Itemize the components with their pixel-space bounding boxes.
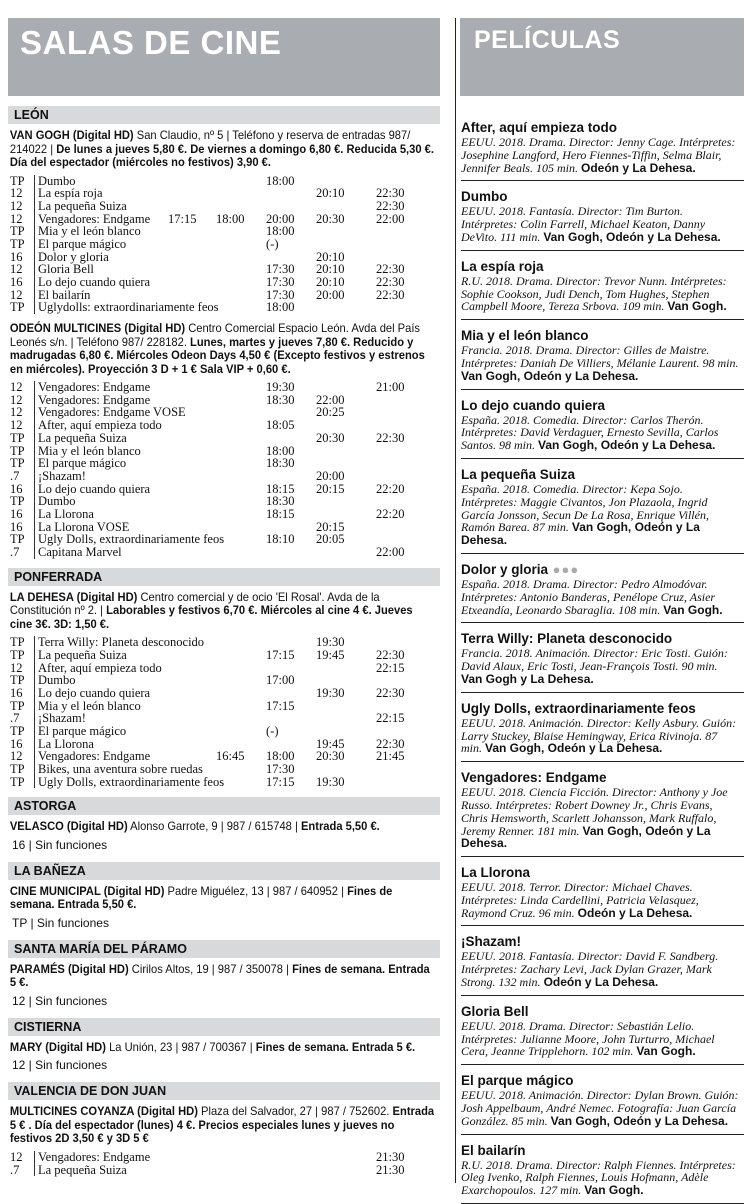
showtime-row (8, 419, 440, 432)
film-title: After, aquí empieza todo (34, 662, 162, 675)
cinema-prices: Laborables y festivos 6,70 €. Miércoles al cine 4 €. Jueves cine 3€. 3D: 1,50 €. (9, 603, 413, 631)
rating: 16 (10, 685, 23, 700)
cinema-name: MULTICINES COYANZA (Digital HD) (9, 1104, 198, 1119)
cinemas-column (8, 18, 440, 1179)
showtime-row (8, 200, 440, 213)
showtime: 17:00 (266, 673, 295, 688)
rating: TP (10, 762, 25, 777)
showtime: 19:30 (266, 380, 295, 395)
movie-details: R.U. 2018. Drama. Director: Ralph Fiennes. Intérpretes: Oleg Ivenko, Ralph Fiennes, Louis Hofmann, Adèle Exarchopoulos. 127 min. (461, 1157, 736, 1198)
movie-details: EEUU. 2018. Fantasía. Director: David F. Sandberg. Intérpretes: Zachary Levi, Jack Dylan Grazer, Mark Strong. 132 min. (461, 949, 719, 990)
film-title: La Llorona VOSE (34, 521, 129, 534)
showtime: 22:30 (376, 262, 405, 277)
rating: .7 (10, 468, 20, 483)
movie-entry (461, 996, 744, 1065)
cinema-info (8, 124, 438, 173)
showtime: 18:00 (216, 211, 245, 226)
showtime: 20:00 (316, 468, 345, 483)
showtime-row (8, 636, 440, 649)
movie-details: EEUU. 2018. Terror. Director: Michael Chaves. Intérpretes: Linda Cardellini, Patricia Velasquez, Raymond Cruz. 96 min. (461, 880, 699, 920)
no-screenings: 16 | Sin funciones (12, 837, 108, 852)
movie-title: El bailarín (461, 1142, 526, 1158)
rating: TP (10, 173, 25, 188)
movie-description (461, 950, 744, 988)
film-title: La pequeña Suiza (34, 432, 127, 445)
movie-cinemas: Van Gogh, Odeón y La Dehesa. (461, 368, 639, 383)
showtime: 18:00 (266, 300, 295, 315)
film-title: Dumbo (34, 175, 76, 188)
rating: TP (10, 236, 25, 251)
cinema-info (8, 958, 438, 993)
rating: 16 (10, 249, 23, 264)
rating: TP (10, 443, 25, 458)
movie-description (461, 344, 744, 382)
rating: 16 (10, 736, 23, 751)
rating: TP (10, 647, 25, 662)
movie-title: Ugly Dolls, extraordinariamente feos (461, 700, 696, 716)
cinema-prices: Fines de semana. Entrada 5 €. (255, 1039, 416, 1054)
film-title: Dumbo (34, 495, 76, 508)
cinema-address: La Unión, 23 | 987 / 700367 | (105, 1039, 256, 1054)
rating: 12 (10, 660, 23, 675)
cinema-info (8, 317, 438, 379)
movie-title: Dumbo (461, 189, 508, 205)
showtime: 17:15 (266, 698, 295, 713)
film-title: After, aquí empieza todo (34, 419, 162, 432)
showtime: 22:30 (376, 647, 405, 662)
rating: 12 (10, 198, 23, 213)
movie-description (461, 786, 744, 850)
showtime: 20:30 (316, 211, 345, 226)
showtime: 22:30 (376, 430, 405, 445)
section-header: ASTORGA (8, 797, 440, 815)
showtimes (8, 634, 440, 791)
rating: 16 (10, 481, 23, 496)
film-title: Uglydolls: extraordinariamente feos (34, 301, 219, 314)
rating: TP (10, 724, 25, 738)
showtime: 17:15 (266, 647, 295, 662)
movie-description (461, 881, 744, 919)
showtime: 21:30 (376, 1162, 405, 1177)
showtime: 19:45 (316, 736, 345, 751)
showtime: (-) (266, 724, 279, 738)
film-title: Bikes, una aventura sobre ruedas (34, 763, 203, 776)
showtime: 17:15 (168, 211, 197, 226)
movie-details: EEUU. 2018. Animación. Director: Dylan Brown. Guión: Josh Appelbaum, André Nemec. Fotografía: Juan García González. 85 min. (461, 1088, 739, 1128)
cinema-prices: Fines de semana. Entrada 5,50 €. (9, 883, 393, 912)
cinema-address: Plaza del Salvador, 27 | 987 / 752602. (197, 1104, 393, 1119)
showtime: 18:15 (266, 481, 295, 496)
cinema-name: VAN GOGH (Digital HD) (9, 128, 134, 142)
movie-cinemas: Van Gogh, Odeón y La Dehesa. (550, 1113, 729, 1128)
rating: TP (10, 635, 25, 650)
film-title: Ugly Dolls, extraordinariamente feos (34, 776, 224, 789)
movie-title: La espía roja (461, 258, 544, 274)
showtime-row (8, 725, 440, 738)
rating: 12 (10, 405, 23, 420)
film-title: El parque mágico (34, 457, 126, 470)
rating: TP (10, 224, 25, 239)
film-title: Mia y el león blanco (34, 225, 141, 238)
showtime: 22:20 (376, 481, 405, 496)
rating-dots: ●●● (548, 561, 580, 577)
film-title: ¡Shazam! (34, 712, 86, 725)
showtime: 22:00 (316, 392, 345, 407)
movies-column (455, 18, 744, 1198)
movie-entry (461, 1065, 744, 1134)
rating: 12 (10, 262, 23, 277)
showtime-row (8, 381, 440, 394)
movie-entry (461, 762, 744, 857)
no-screenings: 12 | Sin funciones (12, 993, 108, 1008)
cinema-name: PARAMÉS (Digital HD) (9, 961, 129, 976)
cinema-name: VELASCO (Digital HD) (9, 819, 128, 834)
showtime: 18:00 (266, 224, 295, 239)
showtime: 21:00 (376, 380, 405, 395)
film-title: Vengadores: Endgame VOSE (34, 406, 186, 419)
film-title: La Llorona (34, 738, 94, 751)
cinema-info (8, 1100, 438, 1149)
movie-cinemas: Odeón y La Dehesa. (580, 160, 696, 175)
film-title: Vengadores: Endgame (34, 394, 150, 407)
cinema-address: Alonso Garrote, 9 | 987 / 615748 | (127, 819, 301, 834)
cinema-name: LA DEHESA (Digital HD) (9, 589, 138, 604)
showtime: 17:30 (266, 275, 295, 289)
rating: TP (10, 532, 25, 547)
movie-cinemas: Van Gogh, Odeón y La Dehesa. (485, 741, 663, 756)
rating: .7 (10, 545, 20, 559)
film-title: Ugly Dolls, extraordinariamente feos (34, 533, 224, 546)
no-screenings: TP | Sin funciones (12, 915, 109, 930)
movie-title: Terra Willy: Planeta desconocido (461, 631, 673, 647)
showtime-row (8, 763, 440, 776)
showtime: 18:30 (266, 456, 295, 471)
cinema-address: Cirilos Altos, 19 | 987 / 350078 | (128, 961, 293, 976)
cinema-prices: Fines de semana. Entrada 5 €. (9, 961, 430, 990)
showtime: 22:30 (376, 198, 405, 213)
section-header: LEÓN (8, 106, 440, 124)
showtime: 22:20 (376, 506, 405, 521)
showtime: 19:30 (316, 635, 345, 650)
movie-title: La Llorona (461, 865, 531, 881)
rating: TP (10, 300, 25, 315)
movie-description (461, 717, 744, 755)
showtime-row (8, 1164, 440, 1177)
movie-details: España. 2018. Comedia. Director: Carlos Therón. Intérpretes: David Verdaguer, Ernesto Sevilla, Carlos Santos. 98 min. (461, 412, 719, 453)
showtime: 22:30 (376, 685, 405, 700)
movie-cinemas: Van Gogh, Odeón y La Dehesa. (461, 823, 711, 851)
showtime: (-) (266, 236, 279, 251)
showtime: 18:00 (266, 443, 295, 458)
cinema-name: MARY (Digital HD) (9, 1039, 106, 1054)
rating: TP (10, 494, 25, 509)
showtime-row (8, 457, 440, 470)
movie-entry (461, 1135, 744, 1204)
movie-details: Francia. 2018. Drama. Director: Gilles de Maistre. Intérpretes: Daniah De Villiers, Mélanie Laurent. 98 min. (461, 343, 739, 370)
cinema-prices: Entrada 5 € . Día del espectador (lunes) 4 €. Precios especiales lunes y jueves no festivos 2D 3,50 € y 3D 5 € (9, 1104, 435, 1146)
movie-title: El parque mágico (461, 1073, 574, 1089)
showtime: 18:10 (266, 532, 295, 547)
movie-details: España. 2018. Comedia. Director: Kepa Sojo. Intérpretes: Maggie Civantos, Jon Plazaola, Ingrid García Jonsson, Secun De La Rosa, Enrique Villén, Ramón Barea. 87 min. (461, 481, 709, 535)
cinema-address: Centro comercial y de ocio 'El Rosal'. Avda de la Constitución nº 2. | (9, 589, 380, 618)
movie-details: EEUU. 2018. Drama. Director: Jenny Cage. Intérpretes: Josephine Langford, Hero Fiennes-Tiffin, Selma Blair, Jennifer Beals. 105 min. (461, 135, 736, 175)
movies-container (456, 112, 744, 1204)
showtime: 22:15 (376, 660, 405, 675)
movie-entry (461, 390, 744, 459)
showtime: 20:25 (316, 405, 345, 420)
no-screenings: 12 | Sin funciones (12, 1058, 108, 1073)
film-title: La espía roja (34, 187, 103, 200)
movie-details: España. 2018. Drama. Director: Pedro Almodóvar. Intérpretes: Antonio Banderas, Penélope Cruz, Asier Etxeandía, Leonardo Sbaraglia. 108 min. (461, 576, 716, 617)
showtime-row (8, 649, 440, 662)
rating: 12 (10, 749, 23, 764)
showtime: 18:15 (266, 506, 295, 521)
showtime: 20:10 (316, 249, 345, 264)
movie-entry (461, 181, 744, 250)
movie-entry (461, 926, 744, 995)
rating: 12 (10, 392, 23, 407)
movie-description (461, 483, 744, 547)
showtime: 20:05 (316, 532, 345, 547)
rating: .7 (10, 1162, 20, 1177)
movie-title: ¡Shazam! (461, 934, 522, 950)
movie-description (461, 414, 744, 452)
film-title: La Llorona (34, 508, 94, 521)
movie-description (461, 205, 744, 243)
rating: 16 (10, 275, 23, 289)
rating: TP (10, 456, 25, 471)
showtime: 20:00 (316, 287, 345, 302)
movie-description (461, 578, 744, 616)
movie-title: Dolor y gloria ●●● (461, 561, 580, 577)
section-header: LA BAÑEZA (8, 862, 440, 880)
section-header: VALENCIA DE DON JUAN (8, 1082, 440, 1100)
cinema-info (8, 1036, 438, 1058)
showtime-row (8, 301, 440, 314)
section-header: CISTIERNA (8, 1018, 440, 1036)
film-title: Capitana Marvel (34, 546, 122, 559)
movie-cinemas: Van Gogh, Odeón y La Dehesa. (538, 438, 716, 453)
film-title: Vengadores: Endgame (34, 1151, 150, 1164)
film-title: ¡Shazam! (34, 470, 86, 483)
movie-description (461, 275, 744, 313)
rating: 12 (10, 418, 23, 433)
showtime: 22:30 (376, 287, 405, 302)
showtime: 22:30 (376, 186, 405, 201)
movie-cinemas: Van Gogh. (667, 299, 727, 314)
movie-title: La pequeña Suiza (461, 466, 576, 482)
movie-cinemas: Odeón y La Dehesa. (577, 905, 693, 920)
showtime: 19:30 (316, 685, 345, 700)
showtime: 18:05 (266, 418, 295, 433)
showtime: 17:30 (266, 287, 295, 302)
showtime: 20:30 (316, 430, 345, 445)
showtime: 21:30 (376, 1149, 405, 1164)
cinema-prices: Entrada 5,50 €. (300, 819, 380, 834)
movie-cinemas: Van Gogh, Odeón y La Dehesa. (543, 229, 721, 244)
showtime: 18:30 (266, 392, 295, 407)
showtime: 17:30 (266, 262, 295, 277)
movie-cinemas: Van Gogh, Odeón y La Dehesa. (461, 520, 700, 548)
showtime-row (8, 687, 440, 700)
cinema-info (8, 815, 438, 837)
rating: 12 (10, 287, 23, 302)
movie-details: EEUU. 2018. Fantasía. Director: Tim Burton. Intérpretes: Colin Farrell, Michael Keaton, Danny DeVito. 111 min. (461, 204, 706, 244)
showtime: 19:30 (316, 774, 345, 789)
section-header: SANTA MARÍA DEL PÁRAMO (8, 940, 440, 958)
movie-cinemas: Odeón y La Dehesa. (543, 975, 659, 990)
film-title: Lo dejo cuando quiera (34, 483, 150, 496)
film-title: Dolor y gloria (34, 251, 109, 264)
movie-details: EEUU. 2018. Ciencia Ficción. Director: Anthony y Joe Russo. Intérpretes: Robert Downey Jr., Chris Evans, Chris Hemsworth, Scarlett Johansson, Mark Ruffalo, Jeremy Renner. 181 min. (461, 785, 728, 838)
showtime: 18:00 (266, 173, 295, 188)
movie-description (461, 647, 744, 685)
rating: 12 (10, 211, 23, 226)
showtime: 22:00 (376, 211, 405, 226)
showtime: 18:00 (266, 749, 295, 764)
film-title: La pequeña Suiza (34, 200, 127, 213)
showtime: 20:10 (316, 275, 345, 289)
film-title: Dumbo (34, 674, 76, 687)
movie-entry (461, 112, 744, 181)
movie-entry (461, 857, 744, 926)
cinema-address: San Claudio, nº 5 | Teléfono y reserva de entradas 987/ 214022 | (9, 128, 411, 156)
salas-header: SALAS DE CINE (8, 18, 440, 96)
showtime-row (8, 238, 440, 251)
film-title: Vengadores: Endgame (34, 750, 150, 763)
rating: 12 (10, 1149, 23, 1164)
movie-cinemas: Van Gogh. (584, 1183, 644, 1198)
showtime-row (8, 508, 440, 521)
rating: .7 (10, 711, 20, 726)
rating: TP (10, 673, 25, 688)
showtime-row (8, 432, 440, 445)
movie-description (461, 1089, 744, 1127)
showtime: 20:15 (316, 481, 345, 496)
film-title: Lo dejo cuando quiera (34, 687, 150, 700)
showtime: 17:15 (266, 774, 295, 789)
showtime-row (8, 187, 440, 200)
film-title: Terra Willy: Planeta desconocido (34, 636, 204, 649)
movie-title: After, aquí empieza todo (461, 120, 618, 135)
showtime: 20:10 (316, 262, 345, 277)
film-title: La pequeña Suiza (34, 1164, 127, 1177)
movie-entry (461, 623, 744, 692)
movie-title: Mia y el león blanco (461, 328, 589, 344)
movie-entry (461, 693, 744, 762)
movie-details: EEUU. 2018. Animación. Director: Kelly Asbury. Guión: Larry Stuckey, Blaise Hemingway, Erica Rivinoja. 87 min. (461, 715, 737, 756)
movie-cinemas: Van Gogh. (636, 1044, 696, 1059)
movie-details: R.U. 2018. Drama. Director: Trevor Nunn. Intérpretes: Sophie Cookson, Judi Dench, Tom Hughes, Stephen Campbell Moore, Tereza Srbova. 109 min. (461, 273, 727, 314)
film-title: El bailarín (34, 289, 90, 302)
rating: 16 (10, 519, 23, 534)
showtime-row (8, 776, 440, 789)
peliculas-header: PELÍCULAS (460, 18, 744, 96)
showtime: 22:30 (376, 275, 405, 289)
showtime: 20:00 (266, 211, 295, 226)
showtime-row (8, 470, 440, 483)
movie-description (461, 136, 744, 174)
showtime: 21:45 (376, 749, 405, 764)
showtime: 20:15 (316, 519, 345, 534)
movie-description (461, 1020, 744, 1058)
film-title: La pequeña Suiza (34, 649, 127, 662)
film-title: Gloria Bell (34, 263, 94, 276)
film-title: Mia y el león blanco (34, 700, 141, 713)
movie-cinemas: Van Gogh. (663, 602, 723, 617)
cinema-info (8, 586, 438, 635)
showtimes (8, 379, 440, 562)
movie-entry (461, 320, 744, 389)
rating: TP (10, 774, 25, 789)
film-title: El parque mágico (34, 725, 126, 738)
movie-details: EEUU. 2018. Drama. Director: Sebastián Lelio. Intérpretes: Julianne Moore, John Turturro, Michael Cera, Jeanne Tripplehorn. 102 min. (461, 1018, 715, 1059)
cinema-address: Padre Miguélez, 13 | 987 / 640952 | (164, 883, 348, 898)
cinema-prices: Lunes, martes y jueves 7,80 €. Reducido y madrugadas 6,80 €. Miércoles Odeon Days 4,50 € (Excepto festivos y estrenos en miércoles). Proyección 3 D + 1 € Sala VIP + 0,60 €. (9, 334, 425, 376)
film-title: El parque mágico (34, 238, 126, 251)
film-title: Vengadores: Endgame (34, 381, 150, 394)
sections-container (8, 106, 440, 1179)
showtime: 20:10 (316, 186, 345, 201)
rating: TP (10, 430, 25, 445)
showtime: 20:30 (316, 749, 345, 764)
section-header: PONFERRADA (8, 568, 440, 586)
showtime-row (8, 546, 440, 559)
movie-title: Gloria Bell (461, 1003, 529, 1019)
cinema-prices: De lunes a jueves 5,80 €. De viernes a domingo 6,80 €. Reducida 5,30 €. Día del espectador (miércoles no festivos) 3,90 €. (9, 141, 434, 169)
showtime: 22:30 (376, 736, 405, 751)
showtime: 18:30 (266, 494, 295, 509)
rating: 16 (10, 506, 23, 521)
movie-entry (461, 459, 744, 554)
film-title: Vengadores: Endgame (34, 213, 150, 226)
rating: 12 (10, 380, 23, 395)
movie-title: Lo dejo cuando quiera (461, 397, 606, 413)
rating: 12 (10, 186, 23, 201)
showtime: 17:30 (266, 762, 295, 777)
movie-details: Francia. 2018. Animación. Director: Eric Tosti. Guión: David Alaux, Eric Tosti, Jean-François Tosti. 90 min. (461, 646, 728, 674)
showtimes (8, 1149, 440, 1179)
showtime-row (8, 1151, 440, 1164)
showtime: 22:00 (376, 545, 405, 559)
showtime: 22:15 (376, 711, 405, 726)
movie-description (461, 1159, 744, 1197)
cinema-name: CINE MUNICIPAL (Digital HD) (9, 883, 165, 898)
movie-entry (461, 251, 744, 320)
film-title: Mia y el león blanco (34, 445, 141, 458)
movie-title: Vengadores: Endgame (461, 770, 607, 786)
movie-cinemas: Van Gogh y La Dehesa. (461, 671, 594, 686)
cinema-address: Centro Comercial Espacio León. Avda del País Leonés s/n. | Teléfono 987/ 228182. (9, 321, 421, 349)
rating: TP (10, 698, 25, 713)
showtime: 19:45 (316, 647, 345, 662)
showtimes (8, 173, 440, 318)
cinema-info (8, 880, 438, 915)
film-title: Lo dejo cuando quiera (34, 276, 150, 289)
cinema-name: ODEÓN MULTICINES (Digital HD) (9, 321, 186, 336)
showtime: 16:45 (216, 749, 245, 764)
showtime-row (8, 276, 440, 289)
movie-entry (461, 554, 744, 623)
